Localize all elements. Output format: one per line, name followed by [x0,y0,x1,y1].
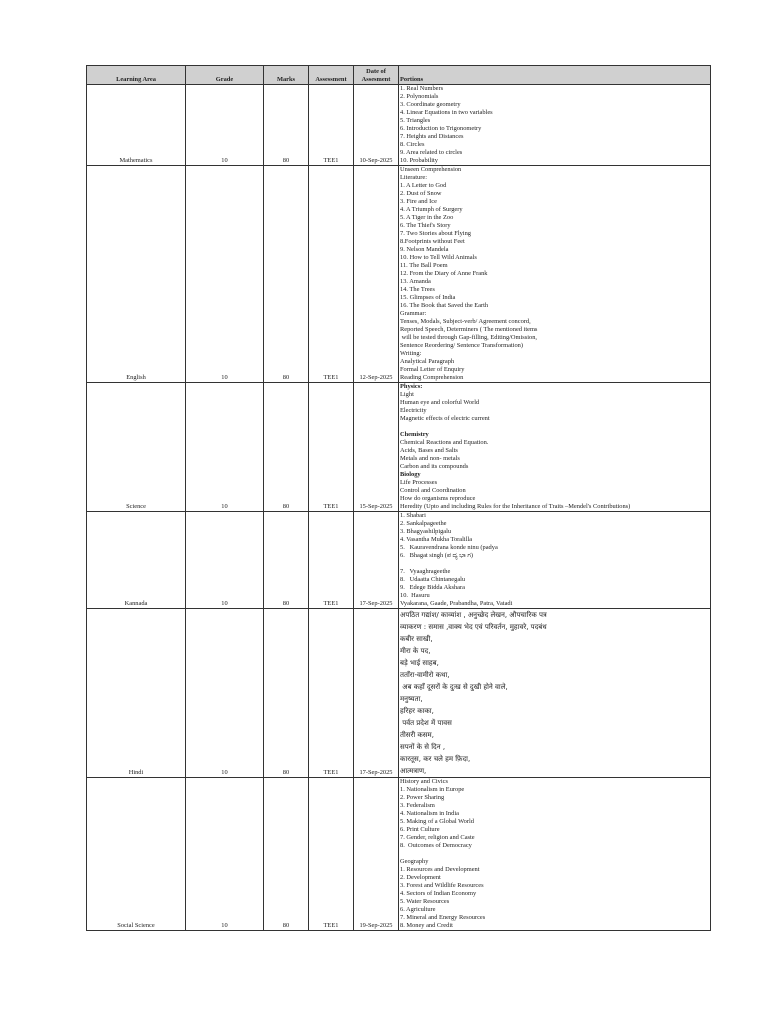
portion-item: Vyakarana, Gaade, Prabandha, Patra, Vatadi [400,600,513,607]
portion-item: 3. Coordinate geometry [400,101,461,108]
portion-item: Carbon and its compounds [400,463,469,470]
portion-item: 2. Sankalpageethe [400,520,447,527]
assessment-cell: TEE1 [309,85,354,166]
portion-item: 9. Area related to circles [400,149,463,156]
grade-cell: 10 [186,609,264,778]
portion-item: 2. Development [400,874,441,881]
portion-item: 11. The Ball Poem [400,262,448,269]
header-date: Date of Assesment [354,66,399,85]
portion-item: 5. Triangles [400,117,431,124]
portion-item: 3. Federalism [400,802,435,809]
portion-item: 5. Water Resources [400,898,450,905]
portions-cell [399,85,711,166]
grade-cell: 10 [186,166,264,383]
portion-item: Control and Coordination [400,487,466,494]
learning-area-cell: Mathematics [87,85,186,166]
learning-area-cell: Science [87,383,186,512]
portions-cell [399,166,711,383]
header-row [87,66,711,85]
date-cell: 17-Sep-2025 [354,512,399,609]
portion-item: 8. Circles [400,141,425,148]
portion-item: पर्वत प्रदेश में पावस [400,719,452,727]
date-cell: 15-Sep-2025 [354,383,399,512]
assessment-cell: TEE1 [309,609,354,778]
portion-item: Unseen Comprehension [400,166,462,173]
portion-item: How do organisms reproduce [400,495,476,502]
portion-item: तताँरा-वामीरो कथा, [400,671,450,679]
portion-item: 4. Vasantha Mukha Toralilla [400,536,473,543]
portion-item: Physics: [400,383,423,390]
portion-item: 1. Nationalism in Europe [400,786,465,793]
portion-item: History and Civics [400,778,448,785]
date-cell: 17-Sep-2025 [354,609,399,778]
marks-cell: 80 [264,609,309,778]
portions-cell [399,609,711,778]
portions-cell [399,778,711,931]
portion-item: कारतूस, कर चले हम फ़िदा, [400,755,471,763]
grade-cell: 10 [186,85,264,166]
portion-item: 9. Edege Bidda Akshara [400,584,465,591]
portion-item: 4. A Triumph of Surgery [400,206,463,213]
portion-item: 7. Two Stories about Flying [400,230,471,237]
learning-area-cell: Kannada [87,512,186,609]
portion-item: 2. Polynomials [400,93,439,100]
portion-item: 4. Linear Equations in two variables [400,109,493,116]
table-row [87,778,711,931]
portion-item: हरिहर काका, [400,707,434,715]
portion-item: 7. Vyaaghrageethe [400,568,451,575]
date-cell: 10-Sep-2025 [354,85,399,166]
portion-item: अपठित गद्यांश/ काव्यांश , अनुच्छेद लेखन, औपचारिक पत्र [400,611,547,619]
assessment-cell: TEE1 [309,512,354,609]
portion-item: 8. Money and Credit [400,922,453,929]
portion-item: 13. Amanda [400,278,431,285]
portion-item: 4. Nationalism in India [400,810,459,817]
portion-item: 4. Sectors of Indian Economy [400,890,477,897]
marks-cell: 80 [264,512,309,609]
portion-item: 12. From the Diary of Anne Frank [400,270,488,277]
date-cell: 12-Sep-2025 [354,166,399,383]
portion-item: आत्मत्राण, [400,767,427,775]
table-header [87,66,711,85]
learning-area-cell: English [87,166,186,383]
portion-item: Grammar: [400,310,427,317]
portion-item [400,560,709,568]
exam-schedule-table [86,65,711,931]
portion-item: सपनों के से दिन , [400,743,446,751]
table-row [87,383,711,512]
portion-item: 10. Hasuru [400,592,430,599]
marks-cell: 80 [264,383,309,512]
portion-item: Heredity (Upto and including Rules for the Inheritance of Traits –Mendel's Contributions) [400,503,631,510]
table-body [87,85,711,931]
portion-item: कबीर साखी, [400,635,433,643]
assessment-cell: TEE1 [309,166,354,383]
portion-item: 2. Dust of Snow [400,190,442,197]
portion-item: 8. Udaatta Chintanegalu [400,576,466,583]
table-row [87,609,711,778]
portion-item: मीरा के पद, [400,647,431,655]
portion-item: मनुष्यता, [400,695,423,703]
portion-item: 5. Making of a Global World [400,818,474,825]
portion-item: Human eye and colorful World [400,399,480,406]
assessment-cell: TEE1 [309,383,354,512]
portion-item: 1. Resources and Development [400,866,480,873]
portion-item: Chemistry [400,431,429,438]
header-assessment: Assessment [309,66,354,85]
learning-area-cell: Hindi [87,609,186,778]
portion-item: 7. Heights and Distances [400,133,464,140]
grade-cell: 10 [186,383,264,512]
portion-item: Metals and non- metals [400,455,460,462]
portion-item: बड़े भाई साहब, [400,659,439,667]
portion-item: will be tested through Gap-filling, Editing/Omission, [400,334,538,341]
portion-item: 15. Glimpses of India [400,294,456,301]
portion-item: 1. Shabari [400,512,426,519]
portion-item: तीसरी कसम, [400,731,434,739]
grade-cell: 10 [186,512,264,609]
portion-item: 8.Footprints without Feet [400,238,465,245]
learning-area-cell: Social Science [87,778,186,931]
portion-item: 3. Forest and Wildlife Resources [400,882,484,889]
portions-cell [399,383,711,512]
table-row [87,512,711,609]
grade-cell: 10 [186,778,264,931]
portion-item: 6. Print Culture [400,826,440,833]
portion-item: Light [400,391,414,398]
portion-item: 5. Kauravendrana konde ninu (padya [400,544,498,551]
portion-item: 7. Gender, religion and Caste [400,834,475,841]
portion-item: 1. A Letter to God [400,182,447,189]
table-row [87,85,711,166]
portion-item: Formal Letter of Enquiry [400,366,465,373]
portion-item: 1. Real Numbers [400,85,444,92]
portion-item: Magnetic effects of electric current [400,415,490,422]
portion-item: Acids, Bases and Salts [400,447,458,454]
portion-item: 2. Power Sharing [400,794,445,801]
portion-item: 10. How to Tell Wild Animals [400,254,477,261]
portion-item: Reading Comprehension [400,374,464,381]
assessment-cell: TEE1 [309,778,354,931]
portion-item: 14. The Trees [400,286,435,293]
marks-cell: 80 [264,166,309,383]
portion-item: Reported Speech, Determiners ( The mentioned items [400,326,538,333]
date-cell: 19-Sep-2025 [354,778,399,931]
portion-item: Chemical Reactions and Equation. [400,439,489,446]
portion-item: 6. The Thief's Story [400,222,451,229]
portion-item: 8. Outcomes of Democracy [400,842,472,849]
portion-item: Sentence Reordering/ Sentence Transformation) [400,342,523,349]
header-learning-area: Learning Area [87,66,186,85]
header-portions: Portions [399,66,711,85]
marks-cell: 80 [264,85,309,166]
portion-item: व्याकरण : समास ,वाक्य भेद एवं परिवर्तन, मुहावरे, पदबंध [400,623,547,631]
portion-item: 5. A Tiger in the Zoo [400,214,454,221]
portion-item: Geography [400,858,429,865]
portion-item: 9. Nelson Mandela [400,246,449,253]
portion-item: Analytical Paragraph [400,358,455,365]
portion-item: 3. Bhagyashilpigalu [400,528,452,535]
portion-item: Biology [400,471,421,478]
marks-cell: 80 [264,778,309,931]
table-row [87,166,711,383]
portion-item: 6. Agriculture [400,906,436,913]
header-grade: Grade [186,66,264,85]
portion-item: अब कहाँ दूसरों के दुःख से दुखी होने वाले, [400,683,508,691]
portions-cell [399,512,711,609]
portion-item: Writing: [400,350,422,357]
portion-item: 6. Introduction to Trigonometry [400,125,482,132]
portion-item: 7. Mineral and Energy Resources [400,914,486,921]
portion-item [400,850,709,858]
header-marks: Marks [264,66,309,85]
portion-item: 10. Probability [400,157,438,164]
portion-item: 3. Fire and Ice [400,198,437,205]
portion-item: Literature: [400,174,427,181]
portion-item: Life Processes [400,479,438,486]
portion-item: Electricity [400,407,427,414]
portion-item: 16. The Book that Saved the Earth [400,302,489,309]
portion-item: Tenses, Modals, Subject-verb/ Agreement concord, [400,318,531,325]
portion-item [400,423,709,431]
portion-item: 6. Bhagat singh (ಪ ದ್ಯ ಭಾ ಗ) [400,552,473,559]
